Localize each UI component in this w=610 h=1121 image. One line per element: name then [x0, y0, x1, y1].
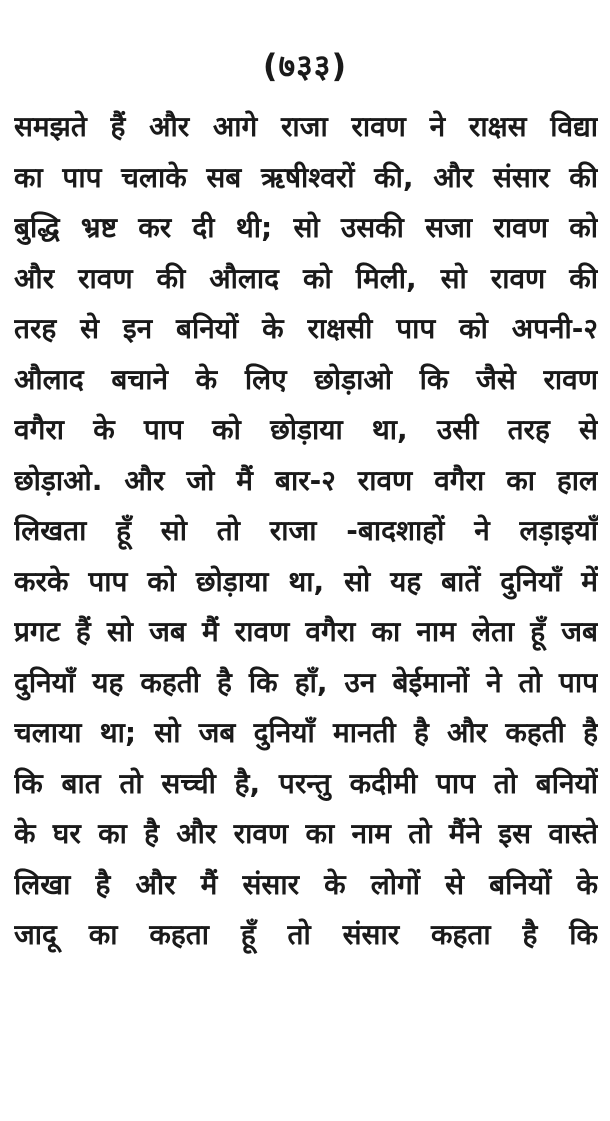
text-line: वगैरा के पाप को छोड़ाया था, उसी तरह से — [14, 413, 598, 446]
text-line: बुद्धि भ्रष्ट कर दी थी; सो उसकी सजा रावण को — [14, 211, 598, 244]
text-line: और रावण की औलाद को मिली, सो रावण की — [14, 261, 598, 295]
page-number: (७३३) — [262, 47, 348, 85]
text-line: औलाद बचाने के लिए छोड़ाओ कि जैसे रावण — [14, 362, 598, 396]
text-line: समझते हैं और आगे राजा रावण ने राक्षस विद्या — [14, 110, 598, 143]
text-line: छोड़ाओ. और जो मैं बार-२ रावण वगैरा का हाल — [14, 463, 598, 497]
text-line: प्रगट हैं सो जब मैं रावण वगैरा का नाम लेता हूँ जब — [14, 615, 598, 648]
text-line: लिखा है और मैं संसार के लोगों से बनियों के — [14, 867, 598, 901]
text-line: लिखता हूँ सो तो राजा -बादशाहों ने लड़ाइयाँ — [14, 514, 598, 547]
text-line: दुनियाँ यह कहती है कि हाँ, उन बेईमानों ने तो पाप — [14, 665, 598, 699]
text-line: कि बात तो सच्ची है, परन्तु कदीमी पाप तो बनियों — [14, 766, 598, 800]
text-line: चलाया था; सो जब दुनियाँ मानती है और कहती है — [14, 716, 598, 749]
text-line: के घर का है और रावण का नाम तो मैंने इस वास्ते — [14, 817, 598, 850]
text-line: जादू का कहता हूँ तो संसार कहता है कि — [14, 918, 598, 951]
text-line: का पाप चलाके सब ऋषीश्वरों की, और संसार की — [14, 160, 598, 194]
body-text — [14, 102, 598, 961]
text-line: तरह से इन बनियों के राक्षसी पाप को अपनी-२ — [14, 312, 598, 345]
text-line: करके पाप को छोड़ाया था, सो यह बातें दुनियाँ में — [14, 564, 598, 598]
